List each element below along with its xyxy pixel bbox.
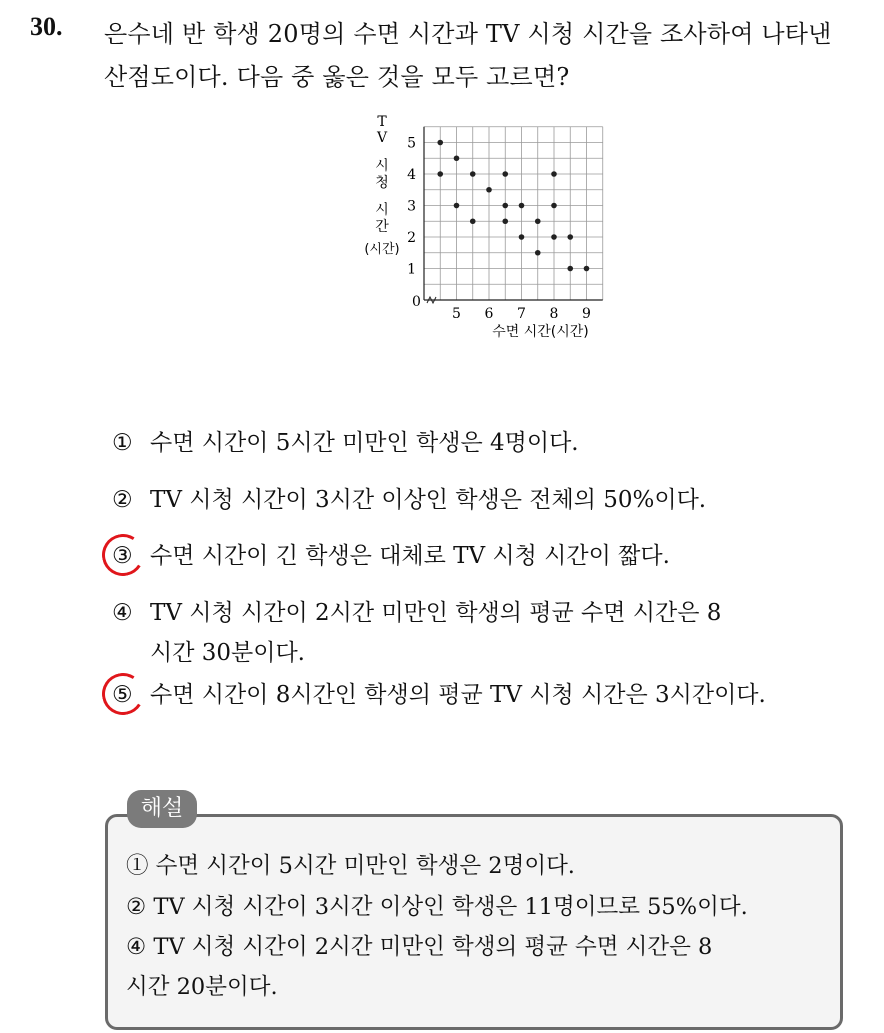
scatter-plot-svg [352, 108, 612, 348]
data-point [502, 218, 508, 224]
scatter-plot [352, 108, 612, 348]
option-2[interactable] [112, 481, 706, 514]
data-point [567, 266, 573, 272]
y-axis-label-char: 청 [375, 175, 389, 191]
explanation-line-2: ② TV 시청 시간이 3시간 이상인 학생은 11명이므로 55%이다. [126, 894, 748, 920]
y-axis-label-char: 시 [375, 158, 389, 174]
question-text-line-2: 산점도이다. 다음 중 옳은 것을 모두 고르면? [104, 63, 570, 91]
data-point [470, 218, 476, 224]
option-4[interactable] [112, 594, 721, 627]
x-axis-label: 수면 시간(시간) [492, 324, 589, 340]
option-5-text: 수면 시간이 8시간인 학생의 평균 TV 시청 시간은 3시간이다. [150, 682, 766, 708]
option-3-mark: ③ [112, 543, 133, 569]
data-point [470, 171, 476, 177]
y-tick-label: 4 [407, 167, 416, 183]
data-point [502, 203, 508, 209]
option-4-continuation [150, 634, 305, 667]
data-point [437, 140, 443, 146]
y-axis-unit: (시간) [364, 242, 400, 257]
data-point [551, 234, 557, 240]
data-point [454, 203, 460, 209]
question-text-line-1: 은수네 반 학생 20명의 수면 시간과 TV 시청 시간을 조사하여 나타낸 [104, 20, 832, 48]
explanation-tab: 해설 [127, 790, 197, 828]
x-tick-label: 5 [452, 306, 461, 322]
data-point [437, 171, 443, 177]
data-point [551, 171, 557, 177]
data-point [535, 218, 541, 224]
x-tick-label: 7 [517, 306, 526, 322]
explanation-line-4: 시간 20분이다. [126, 974, 278, 1000]
explanation-line-1: ① 수면 시간이 5시간 미만인 학생은 2명이다. [126, 853, 575, 879]
y-axis-label-char: 간 [375, 219, 389, 235]
data-point [519, 234, 525, 240]
y-tick-label: 1 [407, 261, 416, 278]
option-4-mark: ④ [112, 600, 133, 626]
option-2-text: TV 시청 시간이 3시간 이상인 학생은 전체의 50%이다. [150, 487, 707, 513]
x-tick-label: 6 [484, 306, 494, 322]
y-tick-label: 5 [407, 135, 416, 152]
data-point [535, 250, 541, 256]
y-tick-label: 2 [407, 230, 416, 246]
y-axis-label-char: T [377, 114, 387, 130]
option-4-text-line-2: 시간 30분이다. [150, 640, 305, 666]
x-tick-label: 8 [549, 306, 559, 322]
option-3[interactable] [112, 537, 670, 570]
option-1-mark: ① [112, 430, 133, 456]
data-point [567, 234, 573, 240]
option-3-text: 수면 시간이 긴 학생은 대체로 TV 시청 시간이 짧다. [150, 543, 670, 569]
question-number: 30. [30, 12, 63, 41]
option-1[interactable] [112, 424, 579, 457]
option-4-text: TV 시청 시간이 2시간 미만인 학생의 평균 수면 시간은 8 [150, 600, 722, 626]
option-2-mark: ② [112, 487, 133, 513]
data-point [519, 203, 525, 209]
option-1-text: 수면 시간이 5시간 미만인 학생은 4명이다. [150, 430, 579, 456]
explanation-line-3: ④ TV 시청 시간이 2시간 미만인 학생의 평균 수면 시간은 8 [126, 934, 713, 960]
option-5-mark: ⑤ [112, 682, 133, 708]
data-point [454, 155, 460, 161]
data-point [486, 187, 492, 193]
origin-label: 0 [412, 294, 421, 310]
data-point [584, 266, 590, 272]
axis-break-mark [427, 297, 436, 303]
data-point [551, 203, 557, 209]
x-tick-label: 9 [582, 306, 591, 322]
y-axis-label-char: 시 [375, 202, 389, 218]
y-tick-label: 3 [407, 198, 416, 215]
data-point [502, 171, 508, 177]
option-5[interactable] [112, 676, 766, 709]
y-axis-label-char: V [376, 130, 388, 146]
